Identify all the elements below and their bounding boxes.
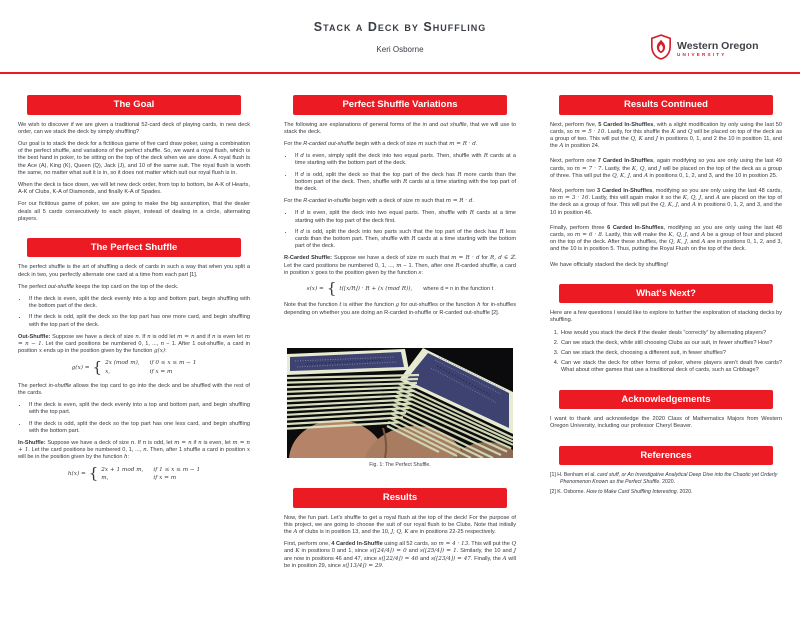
bullet-item: • If d is odd, split the deck into two parts such that the top part of the deck has R less cards than the bottom part. Then, shuffle with R cards at a time starting with the bottom part of the deck. bbox=[294, 229, 516, 251]
cases-brace: { bbox=[92, 358, 103, 377]
formula-note: where d = n in the function t bbox=[423, 285, 494, 292]
whats-next-intro: Here are a few questions I would like to explore to further the exploration of stacking decks by shuffling. bbox=[550, 310, 782, 324]
variations-paragraph: The following are explanations of general forms of the in and out shuffle, that we will use to stack the deck. bbox=[284, 121, 517, 135]
column-variations-results bbox=[278, 95, 522, 615]
column-results-continued bbox=[544, 95, 788, 615]
figure-1 bbox=[278, 348, 522, 468]
in-shuffle-formula bbox=[12, 464, 256, 483]
section-header-perfect-shuffle: The Perfect Shuffle bbox=[27, 238, 241, 258]
section-header-acknowledgements: Acknowledgements bbox=[559, 390, 773, 410]
section-header-references: References bbox=[559, 446, 773, 466]
formula-lhs: s(x) = bbox=[306, 285, 324, 292]
variations-paragraph: For the R-carded in-shuffle begin with a deck of size m such that m = R · d. bbox=[284, 198, 474, 205]
logo-line2: UNIVERSITY bbox=[677, 52, 727, 58]
reference-item: [2] K. Osborne. How to Make Card Shuffling Interesting. 2020. bbox=[550, 488, 693, 495]
section-header-variations: Perfect Shuffle Variations bbox=[293, 95, 507, 115]
in-shuffle-bullets bbox=[28, 402, 250, 435]
shield-torch-icon bbox=[650, 34, 672, 65]
figure-caption: Fig. 1: The Perfect Shuffle. bbox=[369, 462, 431, 468]
results-cont-paragraph: Next, perform one 7 Carded In-Shuffles, again modifying so you are only using the last 49 cards, so m = 7 · 7. Lastly, the K, Q, and J will be placed on the top of the deck as a group of three. This will put the Q, K, J, and A in positions 0, 1, 2, and 3, and the 10 in position 25. bbox=[550, 158, 783, 179]
bullet-item: • If the deck is even, split the deck evenly into a top and bottom part, begin shuffling with the bottom part of the deck. bbox=[28, 296, 250, 310]
university-logo bbox=[650, 34, 759, 65]
r-carded-out-bullets bbox=[294, 153, 516, 193]
formula-note-paragraph: Note that the function t is either the function g for out-shuffles or the function h for in-shuffles depending on whether you are doing an R-carded in-shuffle or R-carded out-shuffle [2]. bbox=[284, 302, 517, 316]
reference-item: [1] H. Benham et al. card stuff, or An Investigative Analytical Deep Dive into the Chaotic yet Orderly Phenomenon Known as the Perfect Shuffle. 2020. bbox=[550, 472, 778, 485]
question-item: 4. Can we stack the deck for other forms of poker, where players aren't dealt five cards? What about other games that use a traditional deck of cards, such as Cribbage? bbox=[560, 360, 782, 374]
bullet-item: • If d is odd, split the deck so that the top part of the deck has R more cards than the bottom part of the deck. Then, shuffle with R cards at a time starting with the top part of the deck. bbox=[294, 172, 516, 194]
in-shuffle-paragraph: The perfect in-shuffle allows the top card to go into the deck and be shuffled with the rest of the cards. bbox=[18, 382, 250, 396]
formula-case-cond: if 0 ≤ x ≤ m − 1 bbox=[149, 360, 197, 367]
r-carded-definition: R-Carded Shuffle: Suppose we have a deck of size m such that m = R · d for R, d ∈ ℤ. Let the card positions be numbered 0, 1, ..., m − 1. Then, after one R-carded shuffle, a card in position x goes to the position given by the function s: bbox=[284, 255, 517, 276]
question-item: 3. Can we stack the deck, choosing a different suit, in fewer shuffles? bbox=[560, 350, 782, 357]
goal-paragraph: Our goal is to stack the deck for a fictitious game of five card draw poker, using a combination of the perfect shuffle, and variations of the perfect shuffle. So, we want a royal flush, which is the best hand in poker, to be sitting on the top of the deck when we are done. A royal flush is the Ace (A), King (K), Queen (Q), Jack (J), and 10 of the same suit. The royal flush is worth the same, no matter what suit it is in, so it does not matter which suit our royal flush is in. bbox=[18, 140, 250, 176]
bullet-item: • If the deck is odd, split the deck so the top part has one more card, and begin shuffling with the top part of the deck. bbox=[28, 314, 250, 328]
whats-next-questions bbox=[560, 330, 782, 375]
bullet-item: • If the deck is odd, split the deck so the top part has one less card, and begin shuffling with the bottom part. bbox=[28, 421, 250, 435]
formula-lhs: h(x) = bbox=[67, 471, 86, 478]
cases-brace: { bbox=[88, 464, 99, 483]
formula-case-cond: if x = m bbox=[149, 368, 173, 375]
formula-case-expr: m, bbox=[101, 474, 109, 481]
out-shuffle-definition: Out-Shuffle: Suppose we have a deck of size n. If n is odd let m = n and if n is even let m = n − 1. Let the card positions be numbered 0, 1, ..., n − 1. After 1 out-shuffle, a card in position x ends up in the position given by the function g(x): bbox=[18, 333, 250, 355]
goal-paragraph: For our fictitious game of poker, we are going to make the big assumption, that the dealer deals all 5 cards consecutively to each player, instead of dealing in a circle, alternating players. bbox=[18, 201, 250, 222]
acknowledgements-paragraph: I want to thank and acknowledge the 2020 Class of Mathematics Majors from Western Oregon University, including our professor Cheryl Beaver. bbox=[550, 416, 782, 430]
poster-author: Keri Osborne bbox=[376, 45, 424, 54]
perfect-shuffle-photo bbox=[287, 348, 513, 458]
formula-case-expr: 2x + 1 mod m, bbox=[101, 466, 144, 473]
goal-paragraph: We wish to discover if we are given a traditional 52-card deck of playing cards, in new deck order, can we stack the deck by simply shuffling? bbox=[18, 121, 250, 135]
variations-paragraph: For the R-carded out-shuffle begin with a deck of size m such that m = R · d. bbox=[284, 140, 478, 147]
results-paragraph: First, perform one, 4 Carded In-Shuffle using all 52 cards, so m = 4 · 13. This will put the Q and K in positions 0 and 1, since s(⌊24/4⌋) = 0 and s(⌊25/4⌋) = 1. Similarly, the 10 and J are now in positions 46 and 47, since s(⌊22/4⌋) = 46 and s(⌊23/4⌋) = 47. Finally, the A will be in position 29, since s(⌊13/4⌋) = 29. bbox=[284, 541, 517, 569]
formula-case-expr: x, bbox=[105, 368, 111, 375]
column-goal-shuffle bbox=[12, 95, 256, 615]
shuffle-paragraph: The perfect out-shuffle keeps the top card on the top of the deck. bbox=[18, 283, 179, 290]
bullet-item: • If d is even, simply split the deck into two equal parts. Then, shuffle with R cards at a time starting with the bottom part of the deck. bbox=[294, 153, 516, 167]
goal-paragraph: When the deck is face down, we will let new deck order, from top to bottom, be A-K of Hearts, A-K of Clubs, K-A of Diamonds, and finally K-A of Spades. bbox=[18, 181, 250, 196]
question-item: 2. Can we stack the deck, while still choosing Clubs as our suit, in fewer shuffles? How? bbox=[560, 340, 782, 347]
section-header-the-goal: The Goal bbox=[27, 95, 241, 115]
formula-lhs: g(x) = bbox=[71, 365, 90, 372]
formula-case-expr: 2x (mod m), bbox=[105, 360, 140, 367]
r-carded-in-bullets bbox=[294, 210, 516, 250]
section-header-whats-next: What's Next? bbox=[559, 284, 773, 304]
bullet-item: • If d is even, split the deck into two equal parts. Then, shuffle with R cards at a time starting with the top part of the deck first. bbox=[294, 210, 516, 224]
results-paragraph: Now, the fun part. Let's shuffle to get a royal flush at the top of the deck! For the purpose of this project, we are going to choose the suit of our royal flush to be Clubs. Note that initially the A of clubs is in position 13, and the 10, J, Q, K are in positions 22-25 respectively. bbox=[284, 514, 516, 535]
results-cont-paragraph: Next, perform five, 5 Carded In-Shuffles, with a slight modification by only using the last 50 cards, so m = 5 · 10. Lastly, for this shuffle the K and Q will be placed on top of the deck as a group of two. This will put the Q, K and J in positions 0, 1, and 2 the 10 in position 11, and the A in position 24. bbox=[550, 121, 783, 150]
university-logo-text bbox=[677, 41, 759, 58]
logo-line1: Western Oregon bbox=[677, 39, 759, 52]
section-header-results-continued: Results Continued bbox=[559, 95, 773, 115]
formula-case-cond: if 1 ≤ x ≤ m − 1 bbox=[153, 466, 201, 473]
results-cont-paragraph: We have officially stacked the deck by shuffling! bbox=[550, 261, 669, 268]
results-cont-paragraph: Next, perform two 3 Carded In-Shuffles, modifying so you are only using the last 48 cards, so m = 3 · 16. Lastly, this will again make it so the K, Q, J, and A are placed on the top of the deck as a group of four. This will put the Q, K, J, and A in positions 0, 1, 2, and 3, and the 10 in position 46. bbox=[550, 187, 783, 216]
shuffle-paragraph: The perfect shuffle is the art of shuffling a deck of cards in such a way that when you split a deck in two, you perfectly alternate one card at a time from each part [1]. bbox=[18, 264, 250, 278]
out-shuffle-bullets bbox=[28, 296, 250, 329]
out-shuffle-formula bbox=[12, 360, 256, 375]
question-item: 1. How would you stack the deck if the dealer deals “correctly” by alternating players? bbox=[560, 330, 782, 337]
formula-body: t(⌊x/R⌋) · R + (x (mod R)), bbox=[339, 285, 413, 292]
section-header-results: Results bbox=[293, 488, 507, 508]
bullet-item: • If the deck is even, split the deck evenly into a top and bottom part, and begin shuffling with the top part. bbox=[28, 402, 250, 416]
results-cont-paragraph: Finally, perform three 6 Carded In-Shuffles, modifying so you are only using the last 48 cards, so m = 6 · 8. Lastly, this will make the K, Q, J, and A be a group of four and placed on the top of the deck. After these shuffles, the Q, K, J, and A are in positions 0, 1, 2, and 3, and the 10 is in position 5. Thus, putting the Royal Flush on the top of the deck. bbox=[550, 224, 783, 253]
header-divider bbox=[0, 72, 800, 74]
results-section bbox=[278, 488, 522, 575]
in-shuffle-definition: In-Shuffle: Suppose we have a deck of size n. If n is odd, let m = n if n is even, let m = n + 1. Let the card positions be numbered 0, 1, ..., n. Then, after 1 shuffle a card in position x will be in the position given by the function h: bbox=[18, 439, 250, 461]
poster-title: Stack a Deck by Shuffling bbox=[313, 20, 487, 34]
formula-case-cond: if x = m bbox=[153, 474, 177, 481]
r-carded-formula bbox=[278, 278, 522, 297]
cases-brace: { bbox=[326, 278, 337, 297]
